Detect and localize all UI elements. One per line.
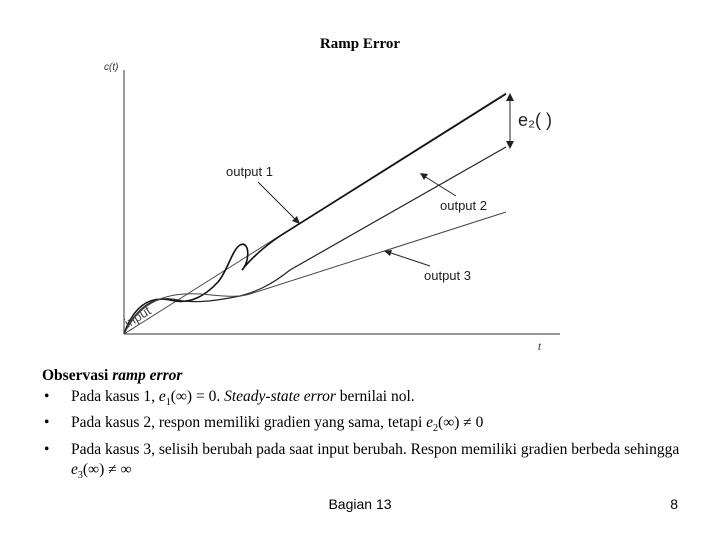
output-1-label: output 1 — [226, 164, 273, 179]
bullet-icon: • — [44, 414, 50, 432]
list-item: • Pada kasus 2, respon memiliki gradien yang sama, tetapi $e_2(\infty) \ne 0$ — [44, 414, 484, 435]
output-2-curve — [121, 147, 506, 334]
bullet-icon: • — [44, 387, 50, 405]
list-item: • Pada kasus 1, $e_1(\infty) = 0$. Steady-state error bernilai nol. — [44, 387, 415, 408]
output-2-label: output 2 — [440, 198, 487, 213]
bullet-icon: • — [44, 440, 50, 458]
observations-heading: Observasi ramp error — [42, 367, 183, 384]
output-3-label: output 3 — [424, 268, 471, 283]
input-label: input — [121, 302, 154, 331]
x-axis-label: t — [538, 342, 541, 353]
slide-footer: Bagian 13 — [328, 496, 392, 512]
error-label: e₂( ) — [518, 110, 552, 130]
observations-block — [42, 366, 702, 487]
list-item: • Pada kasus 3, selisih berubah pada saat input berubah. Respon memiliki gradien berbeda sehingga $e_3(\infty)$ ≠ ∞ — [44, 440, 680, 482]
page-number: 8 — [670, 496, 678, 512]
slide-title: Ramp Error — [319, 36, 401, 52]
y-axis-label: c(t) — [104, 62, 119, 73]
